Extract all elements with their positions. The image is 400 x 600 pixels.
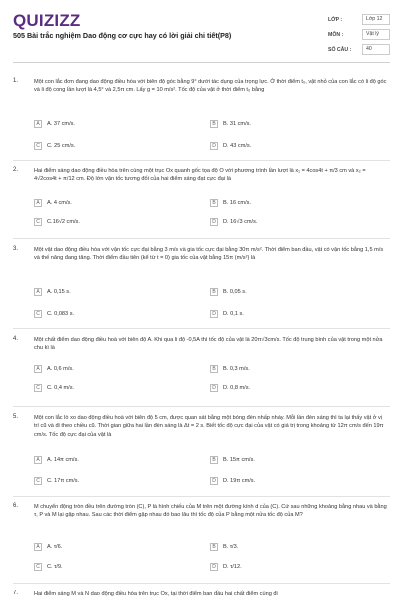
question-1 bbox=[13, 78, 388, 158]
question-divider bbox=[13, 160, 390, 161]
meta-row-count bbox=[328, 43, 390, 56]
question-divider bbox=[13, 238, 390, 239]
option-key: A bbox=[34, 199, 42, 207]
option-c[interactable] bbox=[34, 382, 194, 393]
option-a[interactable] bbox=[34, 363, 194, 374]
option-b[interactable] bbox=[210, 286, 370, 297]
question-3 bbox=[13, 246, 388, 326]
option-c[interactable] bbox=[34, 561, 194, 572]
question-text: M chuyển động tròn đều trên đường tròn (C), P là hình chiếu của M trên một đường kính d của (C). Cứ sau những khoảng bằng nhau và bằng τ, P và M lại gặp nhau. Sau các thời điểm gặp nhau đó bao lâu thì tốc độ của P bằng một nửa tốc độ của M? bbox=[34, 504, 387, 519]
question-text: Một con lắc đơn đang dao động điều hòa với biên độ góc bằng 9° dưới tác dụng của trọng lực. Ở thời điểm t₀, vật nhỏ của con lắc có li độ góc và li độ cong lần lượt là 4,5° và 2,5π cm. Lấy g = 10 m/s². Tốc độ của vật ở thời điểm t₀ bằng bbox=[34, 79, 387, 94]
question-divider bbox=[13, 496, 390, 497]
option-d[interactable] bbox=[210, 561, 370, 572]
option-key: A bbox=[34, 288, 42, 296]
option-key: A bbox=[34, 456, 42, 464]
option-key: C bbox=[34, 142, 42, 150]
question-text: Hai điểm sáng M và N dao động điều hòa trên trục Ox, tại thời điểm ban đầu hai chất điểm cùng đi bbox=[34, 591, 278, 597]
option-a[interactable] bbox=[34, 454, 194, 465]
option-a[interactable] bbox=[34, 118, 194, 129]
option-text: C. 25 cm/s. bbox=[47, 142, 76, 149]
option-b[interactable] bbox=[210, 118, 370, 129]
option-text: D. 0,8 m/s. bbox=[223, 384, 251, 391]
option-d[interactable] bbox=[210, 140, 370, 151]
meta-label: MÔN : bbox=[328, 31, 344, 38]
option-text: B. 16 cm/s. bbox=[223, 199, 251, 206]
option-text: D. 0,1 s. bbox=[223, 310, 244, 317]
option-key: D bbox=[210, 384, 218, 392]
option-key: C bbox=[34, 563, 42, 571]
option-key: C bbox=[34, 384, 42, 392]
option-c[interactable] bbox=[34, 308, 194, 319]
meta-value: Vật lý bbox=[362, 29, 390, 40]
option-text: C.16√2 cm/s. bbox=[47, 218, 80, 225]
option-text: B. 0,3 m/s. bbox=[223, 365, 250, 372]
option-key: D bbox=[210, 563, 218, 571]
question-divider bbox=[13, 583, 390, 584]
document-title: 505 Bài trắc nghiệm Dao động cơ cực hay có lời giải chi tiết(P8) bbox=[13, 31, 232, 40]
meta-row-subject bbox=[328, 28, 390, 41]
option-key: C bbox=[34, 477, 42, 485]
option-key: B bbox=[210, 365, 218, 373]
question-number: 6. bbox=[13, 503, 19, 509]
option-text: D. 43 cm/s. bbox=[223, 142, 252, 149]
option-text: D. 19π cm/s. bbox=[223, 477, 256, 484]
option-text: D. 16√3 cm/s. bbox=[223, 218, 258, 225]
option-key: D bbox=[210, 218, 218, 226]
option-text: A. 0,15 s. bbox=[47, 288, 71, 295]
question-number: 7. bbox=[13, 590, 19, 596]
option-key: C bbox=[34, 218, 42, 226]
option-text: A. 37 cm/s. bbox=[47, 120, 75, 127]
meta-value: Lớp 12 bbox=[362, 14, 390, 25]
option-a[interactable] bbox=[34, 541, 194, 552]
option-text: C. 17π cm/s. bbox=[47, 477, 80, 484]
meta-row-class bbox=[328, 13, 390, 26]
option-key: A bbox=[34, 543, 42, 551]
meta-table bbox=[328, 13, 390, 56]
option-c[interactable] bbox=[34, 140, 194, 151]
option-key: D bbox=[210, 310, 218, 318]
option-text: D. τ/12. bbox=[223, 563, 242, 570]
option-text: A. 4 cm/s. bbox=[47, 199, 72, 206]
question-2 bbox=[13, 167, 388, 239]
option-key: B bbox=[210, 199, 218, 207]
option-text: C. 0,083 s. bbox=[47, 310, 75, 317]
option-text: B. 15π cm/s. bbox=[223, 456, 255, 463]
option-key: A bbox=[34, 365, 42, 373]
option-key: D bbox=[210, 477, 218, 485]
question-number: 1. bbox=[13, 78, 19, 84]
option-text: C. τ/9. bbox=[47, 563, 63, 570]
meta-label: LỚP : bbox=[328, 16, 343, 23]
question-number: 3. bbox=[13, 246, 19, 252]
option-b[interactable] bbox=[210, 541, 370, 552]
meta-label: SỐ CÂU : bbox=[328, 46, 352, 53]
option-key: B bbox=[210, 288, 218, 296]
option-text: A. 0,6 m/s. bbox=[47, 365, 74, 372]
question-divider bbox=[13, 328, 390, 329]
option-c[interactable] bbox=[34, 216, 194, 227]
option-key: B bbox=[210, 456, 218, 464]
question-divider bbox=[13, 406, 390, 407]
option-text: B. 0,05 s. bbox=[223, 288, 247, 295]
option-text: C. 0,4 m/s. bbox=[47, 384, 75, 391]
question-4 bbox=[13, 336, 388, 404]
question-number: 5. bbox=[13, 414, 19, 420]
option-d[interactable] bbox=[210, 216, 370, 227]
question-number: 2. bbox=[13, 167, 19, 173]
option-key: A bbox=[34, 120, 42, 128]
question-5 bbox=[13, 414, 388, 494]
header-divider bbox=[13, 62, 390, 63]
quizizz-logo: QUIZIZZ bbox=[13, 11, 81, 30]
question-6 bbox=[13, 503, 388, 581]
question-7 bbox=[13, 590, 388, 600]
option-b[interactable] bbox=[210, 454, 370, 465]
option-text: B. τ/3. bbox=[223, 543, 239, 550]
option-b[interactable] bbox=[210, 363, 370, 374]
option-key: C bbox=[34, 310, 42, 318]
question-number: 4. bbox=[13, 336, 19, 342]
option-d[interactable] bbox=[210, 308, 370, 319]
option-b[interactable] bbox=[210, 197, 370, 208]
option-text: B. 31 cm/s. bbox=[223, 120, 251, 127]
question-text: Một con lắc lò xo dao động điều hoà với biên độ 5 cm, được quan sát bằng một bóng đèn nhấp nháy. Mỗi lần đèn sáng thì ta lại thấy vật ở vị trí cũ và đi theo chiều cũ. Thời gian giữa hai lần đèn sáng là Δt = 2 s. Biết tốc độ cực đại của vật có giá trị trong khoảng từ 12π cm/s đến 19π cm/s. Tốc độ cực đại của vật là bbox=[34, 415, 384, 438]
option-key: B bbox=[210, 120, 218, 128]
question-text: Một vật dao động điều hòa với vận tốc cực đại bằng 3 m/s và gia tốc cực đại bằng 30π m/s². Thời điểm ban đầu, vật có vận tốc bằng 1,5 m/s và thế năng đang tăng. Thời điểm đầu tiên (kể từ t = 0) gia tốc của vật bằng 15π (m/s²) là bbox=[34, 247, 384, 262]
option-key: D bbox=[210, 142, 218, 150]
option-text: A. τ/6. bbox=[47, 543, 63, 550]
option-a[interactable] bbox=[34, 286, 194, 297]
option-key: B bbox=[210, 543, 218, 551]
question-text: Hai điểm sáng dao động điều hòa trên cùng một trục Ox quanh gốc tọa độ O với phương trình lần lượt là x₁ = 4cos4t + π/3 cm và x₂ = 4√2cos4t + π/12 cm. Độ lớn vận tốc tương đối của hai điểm sáng đạt cực đại là bbox=[34, 168, 366, 183]
option-text: A. 14π cm/s. bbox=[47, 456, 79, 463]
question-text: Một chất điểm dao động điều hoà với biên độ A. Khi qua li độ -0,5A thì tốc độ của vật là 20π√3cm/s. Tốc độ trung bình của vật trong một nửa chu kì là bbox=[34, 337, 383, 352]
meta-value: 40 bbox=[362, 44, 390, 55]
option-c[interactable] bbox=[34, 475, 194, 486]
option-d[interactable] bbox=[210, 475, 370, 486]
option-d[interactable] bbox=[210, 382, 370, 393]
option-a[interactable] bbox=[34, 197, 194, 208]
